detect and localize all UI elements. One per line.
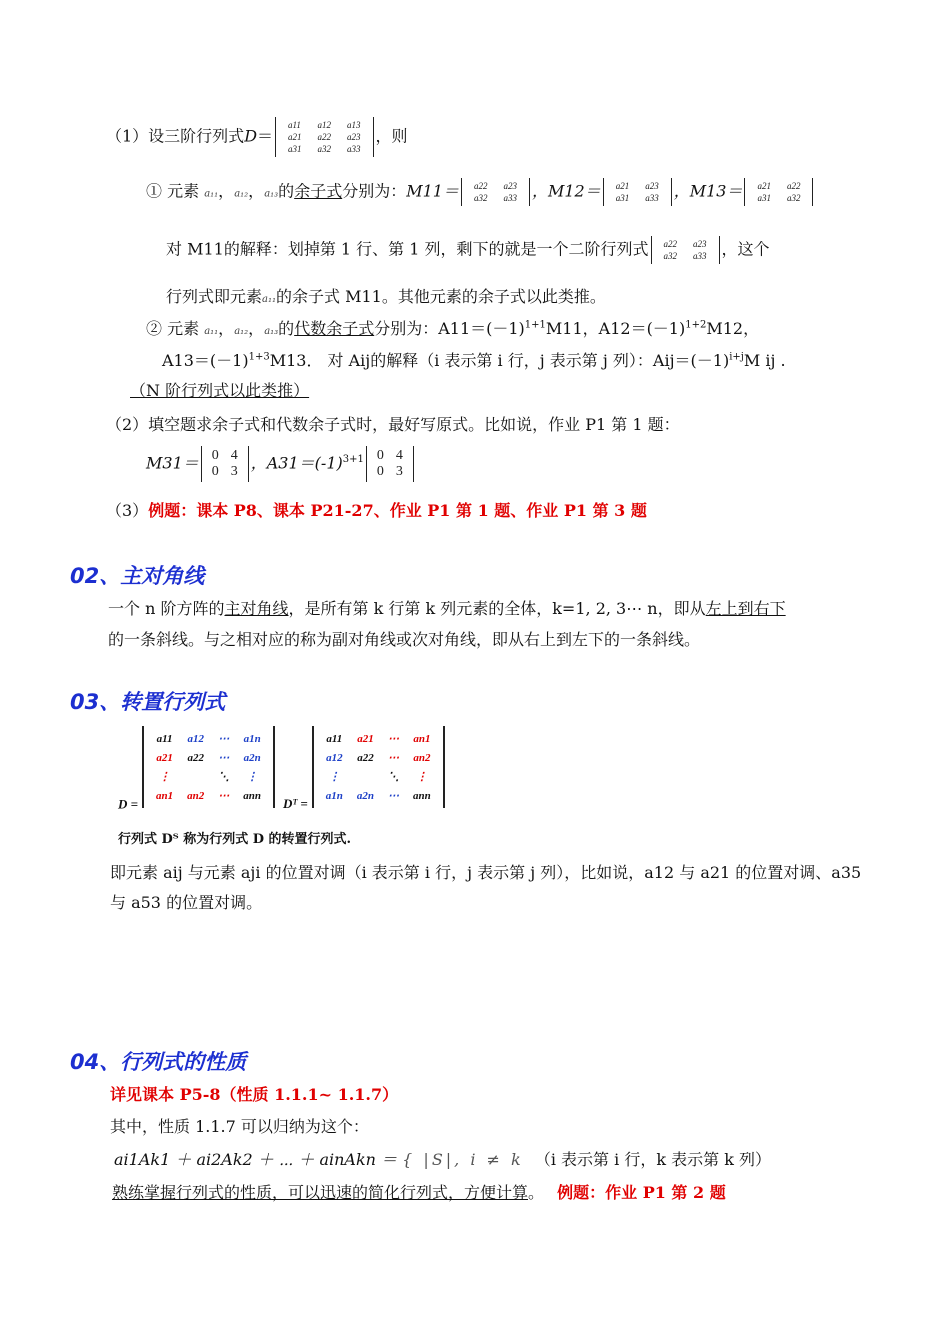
matrix-D-cell: ⋮ xyxy=(246,771,258,783)
m11-cell: a33 xyxy=(503,193,517,203)
minor-intro: ① 元素 xyxy=(146,181,200,201)
ex2-cell: 0 xyxy=(376,448,384,463)
det-name: D xyxy=(244,126,258,146)
cof-aij-explain: M13． 对 Aij的解释（i 表示第 i 行，j 表示第 j 列）：Aij＝(－1) xyxy=(269,351,730,370)
a31-label: ，A31＝(-1) xyxy=(250,453,343,473)
matrix-D-cell: ⋮ xyxy=(159,771,171,783)
summary-example: 例题：作业 P1 第 2 题 xyxy=(557,1183,726,1202)
cof-mij: M ij . xyxy=(743,351,786,370)
ex1-cell: 0 xyxy=(211,448,219,463)
matrix-D-cell: a21 xyxy=(156,751,173,764)
matrix-DT-cell: a21 xyxy=(357,732,374,745)
m11-cell: a23 xyxy=(503,181,517,191)
summary-period: 。 xyxy=(528,1183,545,1202)
heading-transpose: 03、转置行列式 xyxy=(70,690,226,714)
det3-cell: a22 xyxy=(317,132,332,142)
matrix-D-cell: ⋯ xyxy=(218,790,230,802)
m13-cell: a21 xyxy=(757,181,771,191)
det-m11-repeat xyxy=(651,236,720,264)
matrix-DT-cell: ⋯ xyxy=(388,752,400,764)
summary-underlined: 熟练掌握行列式的性质，可以迅速的简化行列式，方便计算 xyxy=(112,1183,529,1202)
heading-main-diagonal: 02、主对角线 xyxy=(70,564,205,588)
transpose-para-1: 即元素 aij 与元素 aji 的位置对调（i 表示第 i 行，j 表示第 j 列），比如说，a12 与 a21 的位置对调、a35 xyxy=(110,863,862,882)
m12-cell: a21 xyxy=(615,181,630,191)
cof-intro: ② 元素 xyxy=(146,319,200,338)
item1-prefix: （1）设三阶行列式 xyxy=(106,126,245,146)
cof-exp3: 1+3 xyxy=(248,351,270,363)
m13-cell: a31 xyxy=(757,193,771,203)
matrix-DT-cell: a12 xyxy=(326,751,343,764)
item2-line: （2）填空题求余子式和代数余子式时，最好写原式。比如说，作业 P1 第 1 题： xyxy=(106,415,680,434)
a12-symbol-3: a₁₂ xyxy=(234,326,249,337)
eq-sign: ＝ xyxy=(257,126,274,146)
item3-examples: 例题：课本 P8、课本 P21-27、作业 P1 第 1 题、作业 P1 第 3 题 xyxy=(148,501,647,520)
matrix-DT-cell xyxy=(351,768,380,785)
matrix-DT xyxy=(312,726,445,808)
explain2-suffix: 的余子式 M11。其他元素的余子式以此类推。 xyxy=(276,287,606,306)
det3-cell: a21 xyxy=(288,132,302,142)
diag-para-1 xyxy=(108,596,786,619)
explain1-text: 对 M11的解释：划掉第 1 行、第 1 列，剩下的就是一个二阶行列式 xyxy=(166,239,649,259)
item1-suffix: ，则 xyxy=(375,126,408,146)
a11-symbol-3: a₁₁ xyxy=(204,326,219,337)
matrix-DT-cell: an1 xyxy=(413,732,431,745)
heading-properties: 04、行列式的性质 xyxy=(70,1050,247,1074)
matrix-DT-cell: an2 xyxy=(413,751,431,764)
matrix-D-cell: ⋯ xyxy=(218,733,230,745)
det3-cell: a13 xyxy=(347,120,361,130)
matrix-D xyxy=(142,726,275,808)
m11-cell: a32 xyxy=(473,193,488,203)
formula-line xyxy=(114,1147,771,1170)
matrix-DT-cell: ⋮ xyxy=(328,771,340,783)
a11-symbol: a₁₁ xyxy=(204,188,219,200)
det-m11 xyxy=(461,178,530,206)
cofactor-term: 代数余子式 xyxy=(294,319,375,338)
matrix-D-cell: a12 xyxy=(187,732,204,745)
matrix-DT-cell: a22 xyxy=(357,751,374,764)
matrix-D-cell: a11 xyxy=(156,732,173,745)
m11b-cell: a33 xyxy=(693,251,707,261)
matrix-D-cell xyxy=(181,768,210,785)
m12-cell: a31 xyxy=(615,193,630,203)
matrix-D-cell: a1n xyxy=(243,732,261,745)
transpose-caption: 行列式 Dᵀ 称为行列式 D 的转置行列式. xyxy=(118,832,352,847)
formula-cases: { |S|, i ≠ k xyxy=(402,1150,524,1169)
matrix-DT-cell: ⋯ xyxy=(388,790,400,802)
diag-para-2: 的一条斜线。与之相对应的称为副对角线或次对角线，即从右上到左下的一条斜线。 xyxy=(108,630,701,649)
properties-ref: 详见课本 P5-8（性质 1.1.1~ 1.1.7） xyxy=(110,1085,399,1104)
m12-label: ，M12＝ xyxy=(531,181,601,201)
transpose-figure xyxy=(118,726,445,813)
item3-line xyxy=(106,498,647,521)
matrix-DT-cell: a11 xyxy=(326,732,343,745)
m12-cell: a33 xyxy=(645,193,659,203)
ex2-cell: 3 xyxy=(395,464,403,479)
matrix-D-cell: an2 xyxy=(187,789,205,802)
item3-prefix: （3） xyxy=(106,501,149,520)
matrix-DT-cell: a2n xyxy=(356,789,375,802)
example-line xyxy=(146,446,416,482)
a11-symbol-2: a₁₁ xyxy=(262,294,276,305)
ex1-cell: 3 xyxy=(230,464,238,479)
cofactor-line-1: ② 元素 a₁₁，a₁₂，a₁₃的代数余子式分别为：$A11=(-1)^{1+1}M11$，$A12=(-1)^{1+2}M12$， xyxy=(146,319,760,338)
cof-exp4: i+j xyxy=(729,351,744,363)
a31-exp: 3+1 xyxy=(342,454,364,466)
det3-cell: a31 xyxy=(288,144,302,154)
cof-a12: M11，A12＝(－1) xyxy=(545,319,686,338)
m31-label: M31＝ xyxy=(146,453,199,473)
cofactor-line-2 xyxy=(162,348,786,371)
cof-exp2: 1+2 xyxy=(685,319,707,331)
matrix-D-cell: a2n xyxy=(243,751,261,764)
transpose-para-2: 与 a53 的位置对调。 xyxy=(110,893,263,912)
ex2-cell: 4 xyxy=(395,448,403,463)
cof-exp1: 1+1 xyxy=(524,319,546,331)
matrix-D-cell: ⋱ xyxy=(218,771,230,783)
minor-line: ① 元素 a₁₁，a₁₂，a₁₃的余子式分别为：M11＝ a22 a23 a32 a33 ，M12＝ a21 a23 a31 a33 ，M13＝ a21 a22 a31 a32 xyxy=(146,178,815,206)
diag-direction: 左上到右下 xyxy=(705,599,786,618)
ex1-cell: 4 xyxy=(230,448,238,463)
det3-cell: a12 xyxy=(317,120,332,130)
matrix-DT-cell: a1n xyxy=(325,789,343,802)
det3-cell: a23 xyxy=(347,132,361,142)
m11b-cell: a22 xyxy=(663,239,678,249)
matrix-DT-cell: ann xyxy=(413,789,431,802)
a13-symbol-3: a₁₃ xyxy=(264,326,279,337)
m13-cell: a32 xyxy=(786,193,801,203)
det-example-1 xyxy=(201,446,249,482)
m11-cell: a22 xyxy=(473,181,488,191)
item1-line xyxy=(106,117,408,157)
cof-a11: 分别为：A11＝(－1) xyxy=(374,319,525,338)
matrix-D-cell: an1 xyxy=(156,789,174,802)
det3-cell: a11 xyxy=(288,120,301,130)
DT-label: Dᵀ = xyxy=(283,796,308,812)
formula-note: （i 表示第 i 行，k 表示第 k 列） xyxy=(534,1150,771,1169)
m12-cell: a23 xyxy=(645,181,659,191)
explain-line-2 xyxy=(166,284,606,307)
diag-term: 主对角线 xyxy=(224,599,289,618)
properties-para: 其中，性质 1.1.7 可以归纳为这个： xyxy=(110,1117,369,1136)
m11b-cell: a23 xyxy=(693,239,707,249)
matrix-DT-cell: ⋯ xyxy=(388,733,400,745)
diag-p1-b: ，是所有第 k 行第 k 列元素的全体，k=1, 2, 3⋯ n，即从 xyxy=(288,599,706,618)
det3-cell: a33 xyxy=(347,144,361,154)
m13-cell: a22 xyxy=(786,181,801,191)
det-m13 xyxy=(744,178,813,206)
matrix-DT-cell: ⋮ xyxy=(416,771,428,783)
matrix-D-cell: ⋯ xyxy=(218,752,230,764)
explain2-text: 行列式即元素 xyxy=(166,287,263,306)
det3-cell: a32 xyxy=(317,144,332,154)
minor-term: 余子式 xyxy=(294,181,343,201)
explain1-suffix: ，这个 xyxy=(721,239,770,259)
cof-a13: A13＝(－1) xyxy=(162,351,249,370)
matrix-DT-cell: ⋱ xyxy=(388,771,400,783)
det-m12 xyxy=(603,178,672,206)
cof-m12: M12， xyxy=(706,319,760,338)
diag-p1-a: 一个 n 阶方阵的 xyxy=(108,599,225,618)
minor-are: 分别为： xyxy=(342,181,407,201)
matrix-D-cell: ann xyxy=(243,789,262,802)
properties-summary xyxy=(112,1180,726,1203)
det3-matrix xyxy=(275,117,374,157)
ex2-cell: 0 xyxy=(376,464,384,479)
ex1-cell: 0 xyxy=(211,464,219,479)
det-example-2 xyxy=(366,446,414,482)
m11-label: M11＝ xyxy=(406,181,459,201)
m11b-cell: a32 xyxy=(663,251,678,261)
a13-symbol: a₁₃ xyxy=(264,188,279,200)
nth-order-note: （N 阶行列式以此类推） xyxy=(130,381,310,400)
expansion-formula: ai1Ak1 ＋ ai2Ak2 ＋ ⋯ ＋ ainAkn ＝ xyxy=(114,1150,398,1169)
explain-line-1 xyxy=(166,236,770,264)
m13-label: ，M13＝ xyxy=(673,181,743,201)
a12-symbol: a₁₂ xyxy=(234,188,249,200)
minor-of: 的 xyxy=(278,181,295,201)
D-label: D = xyxy=(118,796,139,812)
matrix-D-cell: a22 xyxy=(187,751,204,764)
